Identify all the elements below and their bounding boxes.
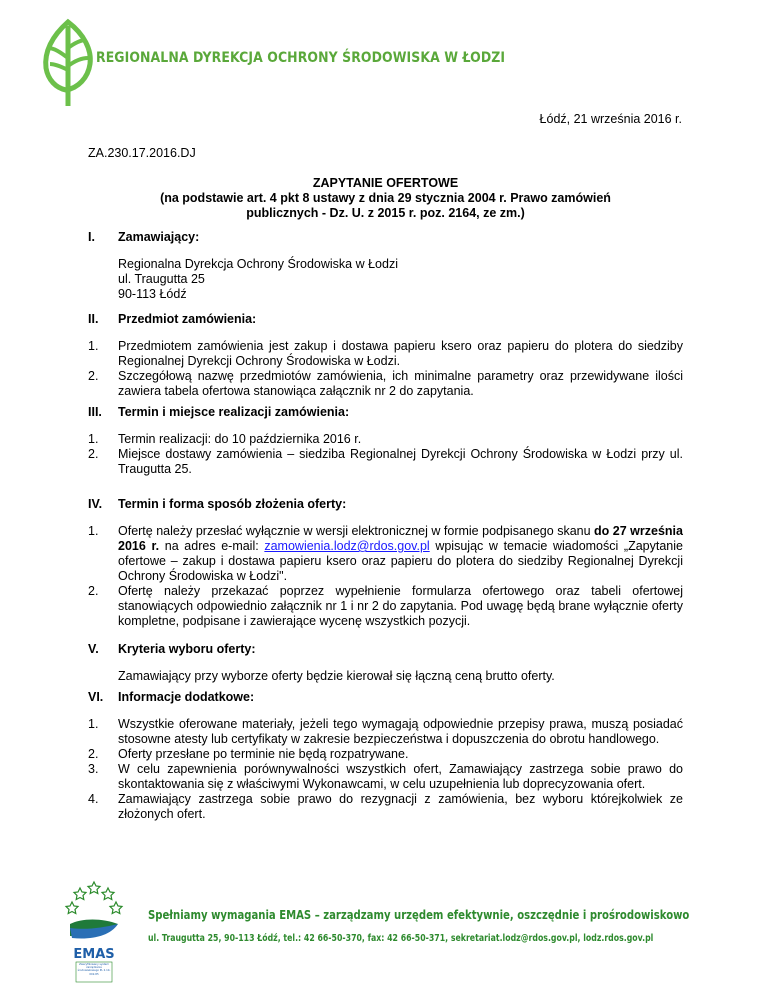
section-number: V. (88, 642, 99, 656)
section-3-heading (88, 405, 683, 420)
item-number: 3. (88, 762, 99, 776)
list-item (88, 432, 683, 447)
section-6-heading (88, 690, 683, 705)
item-number: 1. (88, 432, 99, 446)
item-text: Zamawiający zastrzega sobie prawo do rezygnacji z zamówienia, bez wyboru którejkolwiek ze złożonych ofert. (118, 792, 683, 821)
item-text: W celu zapewnienia porównywalności wszystkich ofert, Zamawiający zastrzega sobie prawo do skontaktowania się z właściwymi Wykonawcami, w celu uzupełnienia lub doprecyzowania ofert. (118, 762, 683, 791)
title-sub-line-2: publicznych - Dz. U. z 2015 r. poz. 2164, ze zm.) (246, 206, 525, 220)
section-3 (88, 405, 683, 477)
criteria-text: Zamawiający przy wyborze oferty będzie kierował się łączną ceną brutto oferty. (118, 669, 555, 683)
section-4-heading (88, 497, 683, 512)
list-item (88, 339, 683, 369)
section-number: VI. (88, 690, 104, 704)
item-number: 2. (88, 747, 99, 761)
emas-label: EMAS (73, 947, 115, 962)
list-item (88, 762, 683, 792)
item-text (118, 524, 683, 584)
list-item (88, 717, 683, 747)
item-number: 1. (88, 339, 99, 353)
reference-number: ZA.230.17.2016.DJ (88, 146, 196, 160)
address-line: 90-113 Łódź (118, 287, 187, 301)
title-sub-line-1: (na podstawie art. 4 pkt 8 ustawy z dnia 29 stycznia 2004 r. Prawo zamówień (160, 191, 611, 205)
item-text-part: wpisując w temacie wiadomości „Zapytanie ofertowe – zakup i dostawa papieru ksero oraz papieru do plotera do siedziby Regionalnej Dyrekcji Ochrony Środowiska w Łodzi". (118, 539, 683, 583)
section-title: Termin i miejsce realizacji zamówienia: (118, 405, 350, 419)
section-number: IV. (88, 497, 103, 511)
section-title: Przedmiot zamówienia: (118, 312, 257, 326)
item-text: Termin realizacji: do 10 października 2016 r. (118, 432, 362, 446)
section-5 (88, 642, 683, 684)
deadline-text: do 27 września 2016 r. (118, 524, 683, 553)
item-text: Wszystkie oferowane materiały, jeżeli tego wymagają odpowiednie przepisy prawa, muszą posiadać stosowne atesty lub certyfikaty w zakresie bezpieczeństwa i dopuszczenia do obrotu handlowego. (118, 717, 683, 746)
section-6 (88, 690, 683, 822)
item-text: Ofertę należy przekazać poprzez wypełnienie formularza ofertowego oraz tabeli ofertowej stanowiących odpowiednio załącznik nr 1 i nr 2 do zapytania. Pod uwagę będą brane wyłącznie oferty kompletne, podpisane i zawierające wycenę wszystkich pozycji. (118, 584, 683, 628)
list-item (88, 747, 683, 762)
footer-contact: ul. Traugutta 25, 90-113 Łódź, tel.: 42 66-50-370, fax: 42 66-50-371, sekretariat.lodz@rdos.gov.pl, lodz.rdos.gov.pl (148, 933, 654, 944)
section-2 (88, 312, 683, 399)
item-text-part: na adres e-mail: (159, 539, 265, 553)
org-name: REGIONALNA DYREKCJA OCHRONY ŚRODOWISKA W ŁODZI (96, 50, 506, 66)
address-line: Regionalna Dyrekcja Ochrony Środowiska w Łodzi (118, 257, 398, 271)
item-number: 4. (88, 792, 99, 806)
emas-registration-text: Zweryfikowany system zarządzania środowiskowego PL 2.10-002-85 (77, 963, 111, 976)
item-number: 2. (88, 369, 99, 383)
item-text: Miejsce dostawy zamówienia – siedziba Regionalnej Dyrekcji Ochrony Środowiska w Łodzi przy ul. Traugutta 25. (118, 447, 683, 476)
section-1-heading (88, 230, 683, 245)
list-item (88, 584, 683, 629)
section-2-heading (88, 312, 683, 327)
item-number: 1. (88, 717, 99, 731)
item-text: Szczegółową nazwę przedmiotów zamówienia, ich minimalne parametry oraz przewidywane ilości zawiera tabela ofertowa stanowiąca załącznik nr 2 do zapytania. (118, 369, 683, 398)
document-title (88, 176, 683, 221)
section-1 (88, 230, 683, 302)
list-item (88, 447, 683, 477)
item-number: 2. (88, 447, 99, 461)
list-item (88, 792, 683, 822)
section-number: I. (88, 230, 95, 244)
section-number: II. (88, 312, 99, 326)
list-item (88, 524, 683, 584)
section-title: Informacje dodatkowe: (118, 690, 255, 704)
footer-slogan: Spełniamy wymagania EMAS – zarządzamy urzędem efektywnie, oszczędnie i prośrodowiskowo (148, 908, 690, 922)
item-text: Oferty przesłane po terminie nie będą rozpatrywane. (118, 747, 409, 761)
contracting-authority-address (88, 257, 683, 302)
document-date: Łódź, 21 września 2016 r. (539, 112, 682, 126)
title-main: ZAPYTANIE OFERTOWE (312, 176, 459, 190)
section-4 (88, 497, 683, 629)
section-title: Zamawiający: (118, 230, 200, 244)
item-text: Przedmiotem zamówienia jest zakup i dostawa papieru ksero oraz papieru do plotera do siedziby Regionalnej Dyrekcji Ochrony Środowiska w Łodzi. (118, 339, 683, 368)
section-5-heading (88, 642, 683, 657)
emas-logo-icon (62, 878, 126, 984)
item-text-part: Ofertę należy przesłać wyłącznie w wersji elektronicznej w formie podpisanego skanu (118, 524, 595, 538)
section-title: Termin i forma sposób złożenia oferty: (118, 497, 347, 511)
address-line: ul. Traugutta 25 (118, 272, 205, 286)
item-number: 2. (88, 584, 99, 598)
section-title: Kryteria wyboru oferty: (118, 642, 256, 656)
section-number: III. (88, 405, 102, 419)
leaf-logo-icon (38, 18, 98, 110)
item-number: 1. (88, 524, 99, 538)
list-item (88, 369, 683, 399)
email-link[interactable]: zamowienia.lodz@rdos.gov.pl (264, 539, 430, 553)
